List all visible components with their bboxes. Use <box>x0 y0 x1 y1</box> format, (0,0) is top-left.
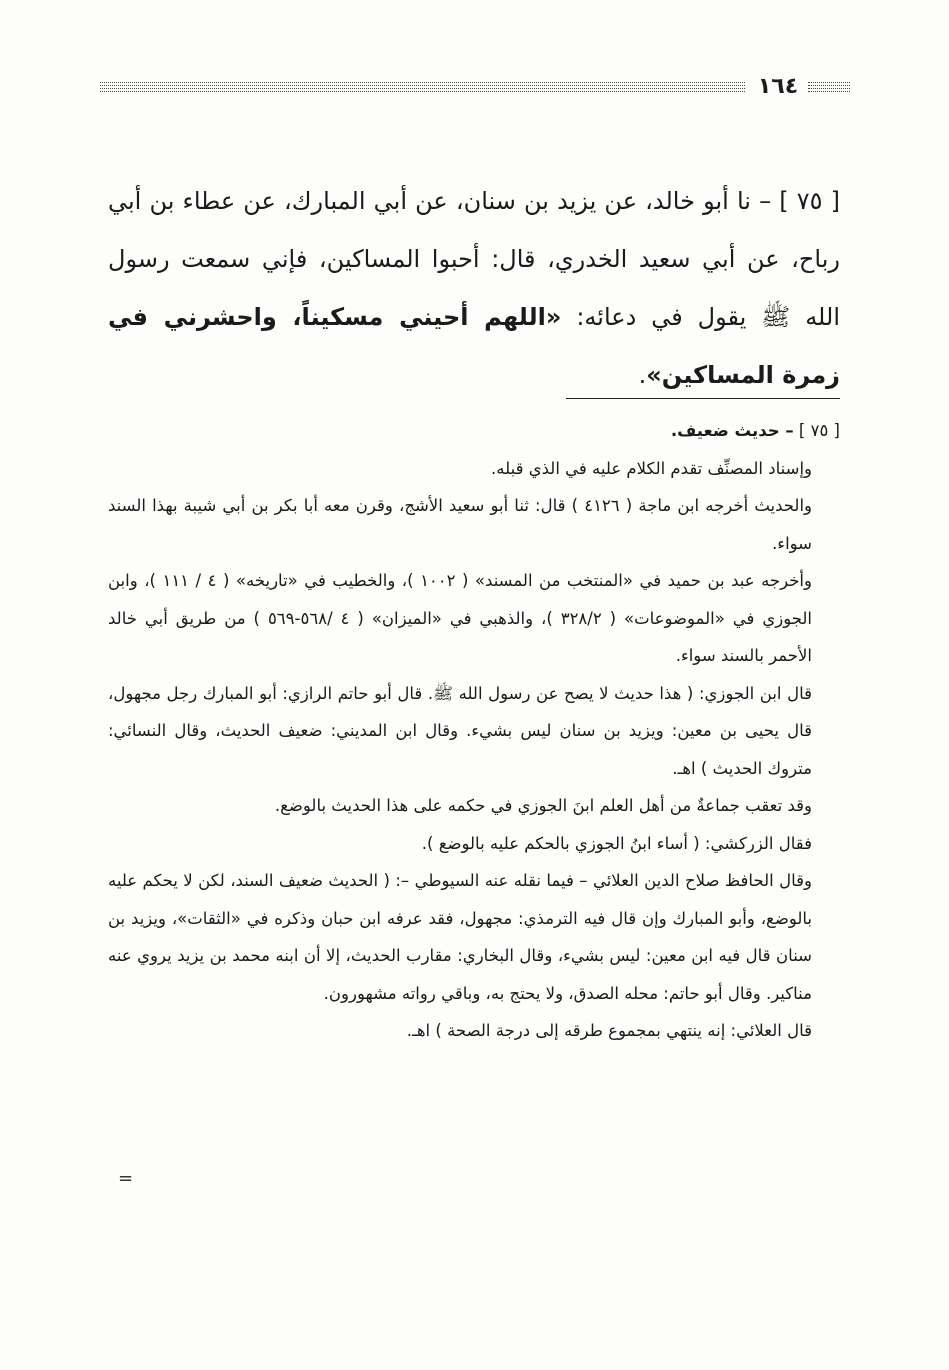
footnote-grade: – حديث ضعيف. <box>670 421 794 440</box>
header-rule <box>100 91 745 92</box>
header-rule <box>808 85 850 86</box>
footnote-paragraph: فقال الزركشي: ( أساء ابنُ الجوزي بالحكم عليه بالوضع ). <box>421 833 812 853</box>
hadith-end: . <box>638 361 647 389</box>
footnote-heading <box>108 412 840 450</box>
header-rule <box>100 88 745 89</box>
footnote-paragraph: والحديث أخرجه ابن ماجة ( ٤١٢٦ ) قال: ثنا أبو سعيد الأشج، وقرن معه أبا بكر بن أبي شيبة بهذا السند سواء. <box>108 496 812 553</box>
header-rule <box>808 88 850 89</box>
header-rule <box>100 85 745 86</box>
hadith-number: [ ٧٥ ] <box>779 187 840 215</box>
footnote-number: [ ٧٥ ] <box>798 421 840 440</box>
hadith-text <box>108 172 840 404</box>
footnote-paragraph: وأخرجه عبد بن حميد في «المنتخب من المسند» ( ١٠٠٢ )، والخطيب في «تاريخه» ( ٤ / ١١١ )، وابن الجوزي في «الموضوعات» ( ٣٢٨/٢ )، والذهبي في «الميزان» ( ٤ /٥٦٨-٥٦٩ ) من طريق أبي خالد الأحمر بالسند سواء. <box>108 571 812 665</box>
footnote-paragraph: قال ابن الجوزي: ( هذا حديث لا يصح عن رسول الله ﷺ. قال أبو حاتم الرازي: أبو المبارك رجل مجهول، قال يحيى بن معين: ويزيد بن سنان ليس بشيء. وقال ابن المديني: ضعيف الحديث، وقال النسائي: متروك الحديث ) اهـ. <box>108 683 812 778</box>
footnote-paragraph: قال العلائي: إنه ينتهي بمجموع طرقه إلى درجة الصحة ) اهـ. <box>406 1021 812 1040</box>
header-rule <box>808 91 850 92</box>
footnote-divider <box>566 398 840 399</box>
end-mark: = <box>118 1168 134 1189</box>
footnote-paragraph: وإسناد المصنِّف تقدم الكلام عليه في الذي قبله. <box>491 458 812 478</box>
hadith-dua: «اللهم أحيني مسكيناً، واحشرني في زمرة المساكين» <box>108 303 840 389</box>
page-header <box>100 70 850 110</box>
footnote-paragraph: وقد تعقب جماعةٌ من أهل العلم ابنَ الجوزي في حكمه على هذا الحديث بالوضع. <box>274 796 812 815</box>
page-number: ١٦٤ <box>757 74 799 99</box>
footnote-paragraph: وقال الحافظ صلاح الدين العلائي – فيما نقله عنه السيوطي –: ( الحديث ضعيف السند، لكن لا يحكم عليه بالوضع، وأبو المبارك وإن قال فيه الترمذي: مجهول، فقد عرفه ابن حبان وذكره في «الثقات»، ويزيد بن سنان قال فيه ابن معين: ليس بشيء، وقال البخاري: مقارب الحديث، إلا أن ابنه محمد بن يزيد يروي عنه مناكير. وقال أبو حاتم: محله الصدق، ولا يحتج به، وباقي رواته مشهورون. <box>108 871 812 1003</box>
footnote-section <box>108 412 840 1050</box>
header-rule <box>808 82 850 83</box>
hadith-chain: – نا أبو خالد، عن يزيد بن سنان، عن أبي المبارك، عن عطاء بن أبي رباح، عن أبي سعيد الخدري، قال: أحبوا المساكين، فإني سمعت رسول الله ﷺ يقول في دعائه: <box>108 187 840 331</box>
header-rule <box>100 82 745 83</box>
